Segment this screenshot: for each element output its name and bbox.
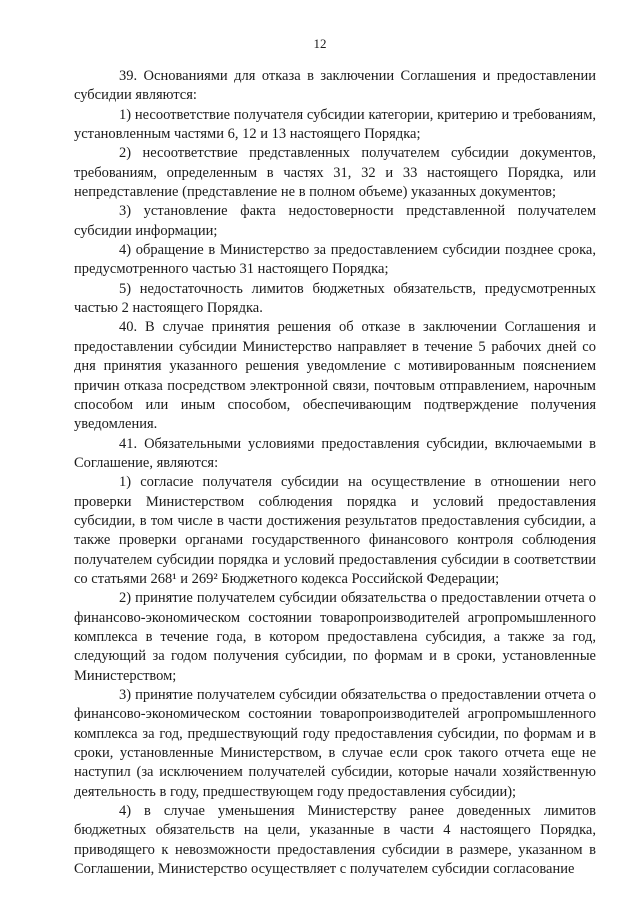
list-item-39-2: 2) несоответствие представленных получателем субсидии документов, требованиям, определенным в частях 31, 32 и 33 настоящего Порядка, или непредставление (представление не в полном объеме) указанных документов; [74,145,596,201]
list-item-41-2: 2) принятие получателем субсидии обязательства о предоставлении отчета о финансово-экономическом состоянии товаропроизводителей агропромышленного комплекса в течение года, в котором предоставлена субсидия, а также за год, следующий за годом получения субсидии, по формам и в сроки, установленные Министерством; [74,590,596,684]
paragraph-40: 40. В случае принятия решения об отказе в заключении Соглашения и предоставлении субсидии Министерство направляет в течение 5 рабочих дней со дня принятия указанного решения уведомление с мотивированным пояснением причин отказа посредством электронной связи, почтовым отправлением, нарочным способом или иным способом, обеспечивающим подтверждение получения уведомления. [74,319,596,433]
page-number: 12 [313,36,327,51]
list-item-39-4: 4) обращение в Министерство за предоставлением субсидии позднее срока, предусмотренного частью 31 настоящего Порядка; [74,242,596,278]
list-item-39-5: 5) недостаточность лимитов бюджетных обязательств, предусмотренных частью 2 настоящего Порядка. [74,280,596,317]
paragraph-41: 41. Обязательными условиями предоставления субсидии, включаемыми в Соглашение, являются: [74,435,596,471]
list-item-41-3: 3) принятие получателем субсидии обязательства о предоставлении отчета о финансово-экономическом состоянии товаропроизводителей агропромышленного комплекса за год, предшествующий году предоставления субсидии, по формам и в сроки, установленные Министерством, в случае если срок такого отчета еще не наступил (за исключением получателей субсидии, которые начали хозяйственную деятельность в году, предшествующем году предоставления субсидии); [74,687,596,800]
list-item-41-1: 1) согласие получателя субсидии на осуществление в отношении него проверки Министерством соблюдения порядка и условий предоставления субсидии, в том числе в части достижения результатов предоставления субсидии, а также проверки органами государственного финансового контроля соблюдения получателем субсидии порядка и условий предоставления субсидии в соответствии со статьями 268¹ и 269² Бюджетного кодекса Российской Федерации; [74,474,596,587]
paragraph-39: 39. Основаниями для отказа в заключении Соглашения и предоставлении субсидии являются: [74,68,596,104]
list-item-39-1: 1) несоответствие получателя субсидии категории, критерию и требованиям, установленным частями 6, 12 и 13 настоящего Порядка; [74,106,596,143]
list-item-41-4: 4) в случае уменьшения Министерству ранее доведенных лимитов бюджетных обязательств на цели, указанные в части 4 настоящего Порядка, приводящего к невозможности предоставления субсидии в размере, указанном в Соглашении, Министерство осуществляет с получателем субсидии согласование [74,803,596,878]
list-item-39-3: 3) установление факта недостоверности представленной получателем субсидии информации; [74,203,596,239]
document-body [74,67,596,879]
